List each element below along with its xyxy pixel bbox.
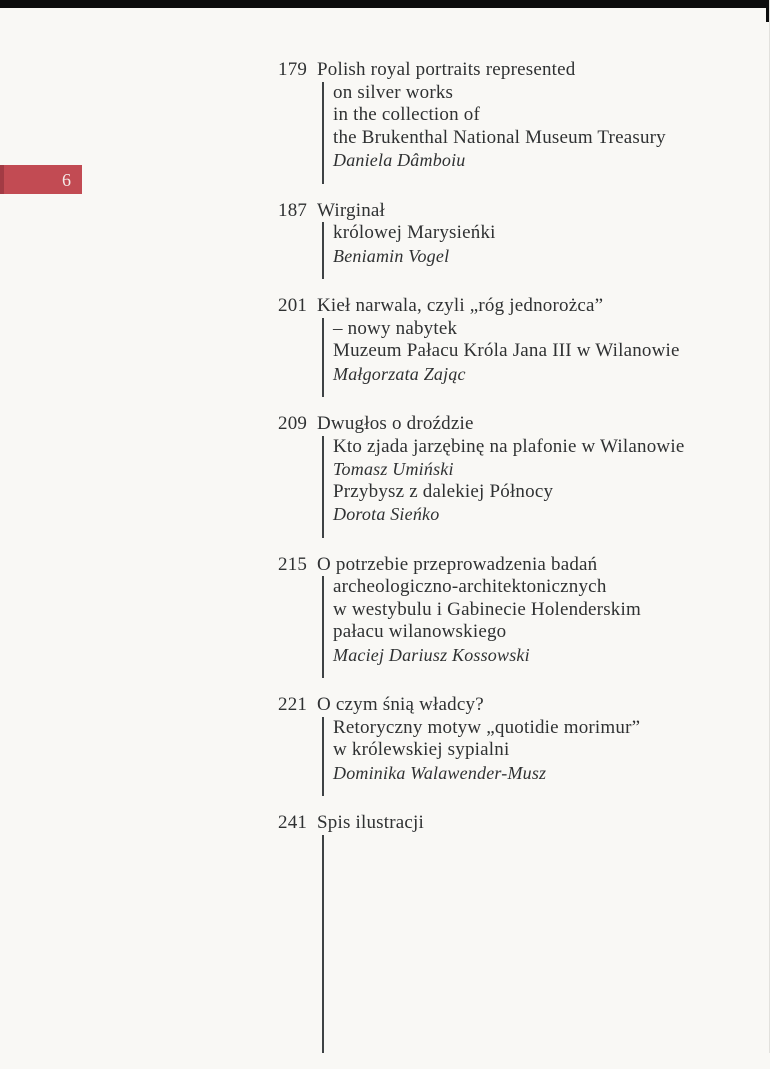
entry-subline: Muzeum Pałacu Króla Jana III w Wilanowie <box>333 340 680 361</box>
entry-title: Dwugłos o droździe <box>317 413 474 434</box>
entry-title: Polish royal portraits represented <box>317 59 576 80</box>
entry-subline: Przybysz z dalekiej Północy <box>333 480 554 502</box>
entry-sublines <box>322 717 728 797</box>
toc-entry-head <box>278 554 728 577</box>
entry-page-number: 215 <box>278 553 308 575</box>
entry-author: Dominika Walawender-Musz <box>333 762 547 783</box>
entry-page-number: 201 <box>278 295 308 316</box>
entry-subline: w królewskiej sypialni <box>333 739 510 760</box>
entry-author: Małgorzata Zając <box>333 363 466 384</box>
toc-entry-head <box>278 413 728 436</box>
toc-entry <box>278 554 728 679</box>
toc-entry <box>278 694 728 796</box>
entry-page-number: 179 <box>278 59 308 80</box>
entry-author: Daniela Dâmboiu <box>333 150 466 170</box>
entry-subline: Retoryczny motyw „quotidie morimur” <box>333 716 641 738</box>
entry-author: Dorota Sieńko <box>333 504 440 524</box>
entry-subline: w westybulu i Gabinecie Holenderskim <box>333 598 641 620</box>
toc-entry-head <box>278 812 728 835</box>
entry-title: Kieł narwala, czyli „róg jednorożca” <box>317 295 604 316</box>
entry-sublines <box>322 222 728 279</box>
page-tab-number: 6 <box>62 169 71 190</box>
entry-sublines <box>322 436 728 538</box>
entry-title: O czym śnią władcy? <box>317 694 484 715</box>
toc-entry <box>278 59 728 184</box>
entry-subline: in the collection of <box>333 104 480 125</box>
entry-title: Wirginał <box>317 199 386 221</box>
entry-author: Maciej Dariusz Kossowski <box>333 644 530 665</box>
entry-page-number: 241 <box>278 812 308 833</box>
toc-entry <box>278 413 728 538</box>
toc-entry <box>278 200 728 280</box>
entry-author: Beniamin Vogel <box>333 245 450 266</box>
entry-subline: the Brukenthal National Museum Treasury <box>333 126 666 148</box>
toc-entry <box>278 295 728 397</box>
entry-page-number: 187 <box>278 199 308 221</box>
entry-sublines <box>322 576 728 678</box>
entry-subline: – nowy nabytek <box>333 317 458 339</box>
entry-subline: królowej Marysieńki <box>333 222 496 243</box>
entry-subline: pałacu wilanowskiego <box>333 621 507 642</box>
entry-title: Spis ilustracji <box>317 812 424 833</box>
entry-subline: on silver works <box>333 81 454 103</box>
scan-border-top <box>0 0 770 8</box>
toc-entry-head <box>278 694 728 717</box>
page-number-tab-spine <box>0 165 4 194</box>
table-of-contents <box>278 59 728 1069</box>
entry-subline: archeologiczno-architektonicznych <box>333 576 607 597</box>
entry-subline: Kto zjada jarzębinę na plafonie w Wilanowie <box>333 435 685 457</box>
entry-page-number: 209 <box>278 413 308 434</box>
entry-sublines <box>322 318 728 398</box>
entry-author: Tomasz Umiński <box>333 459 454 479</box>
toc-entries <box>278 59 728 1053</box>
entry-sublines <box>322 82 728 184</box>
toc-entry-head <box>278 295 728 318</box>
page-number-tab <box>0 165 82 194</box>
entry-sublines <box>322 835 728 1053</box>
toc-entry <box>278 812 728 1053</box>
toc-entry-head <box>278 200 728 223</box>
toc-entry-head <box>278 59 728 82</box>
entry-page-number: 221 <box>278 694 308 715</box>
entry-title: O potrzebie przeprowadzenia badań <box>317 553 598 575</box>
